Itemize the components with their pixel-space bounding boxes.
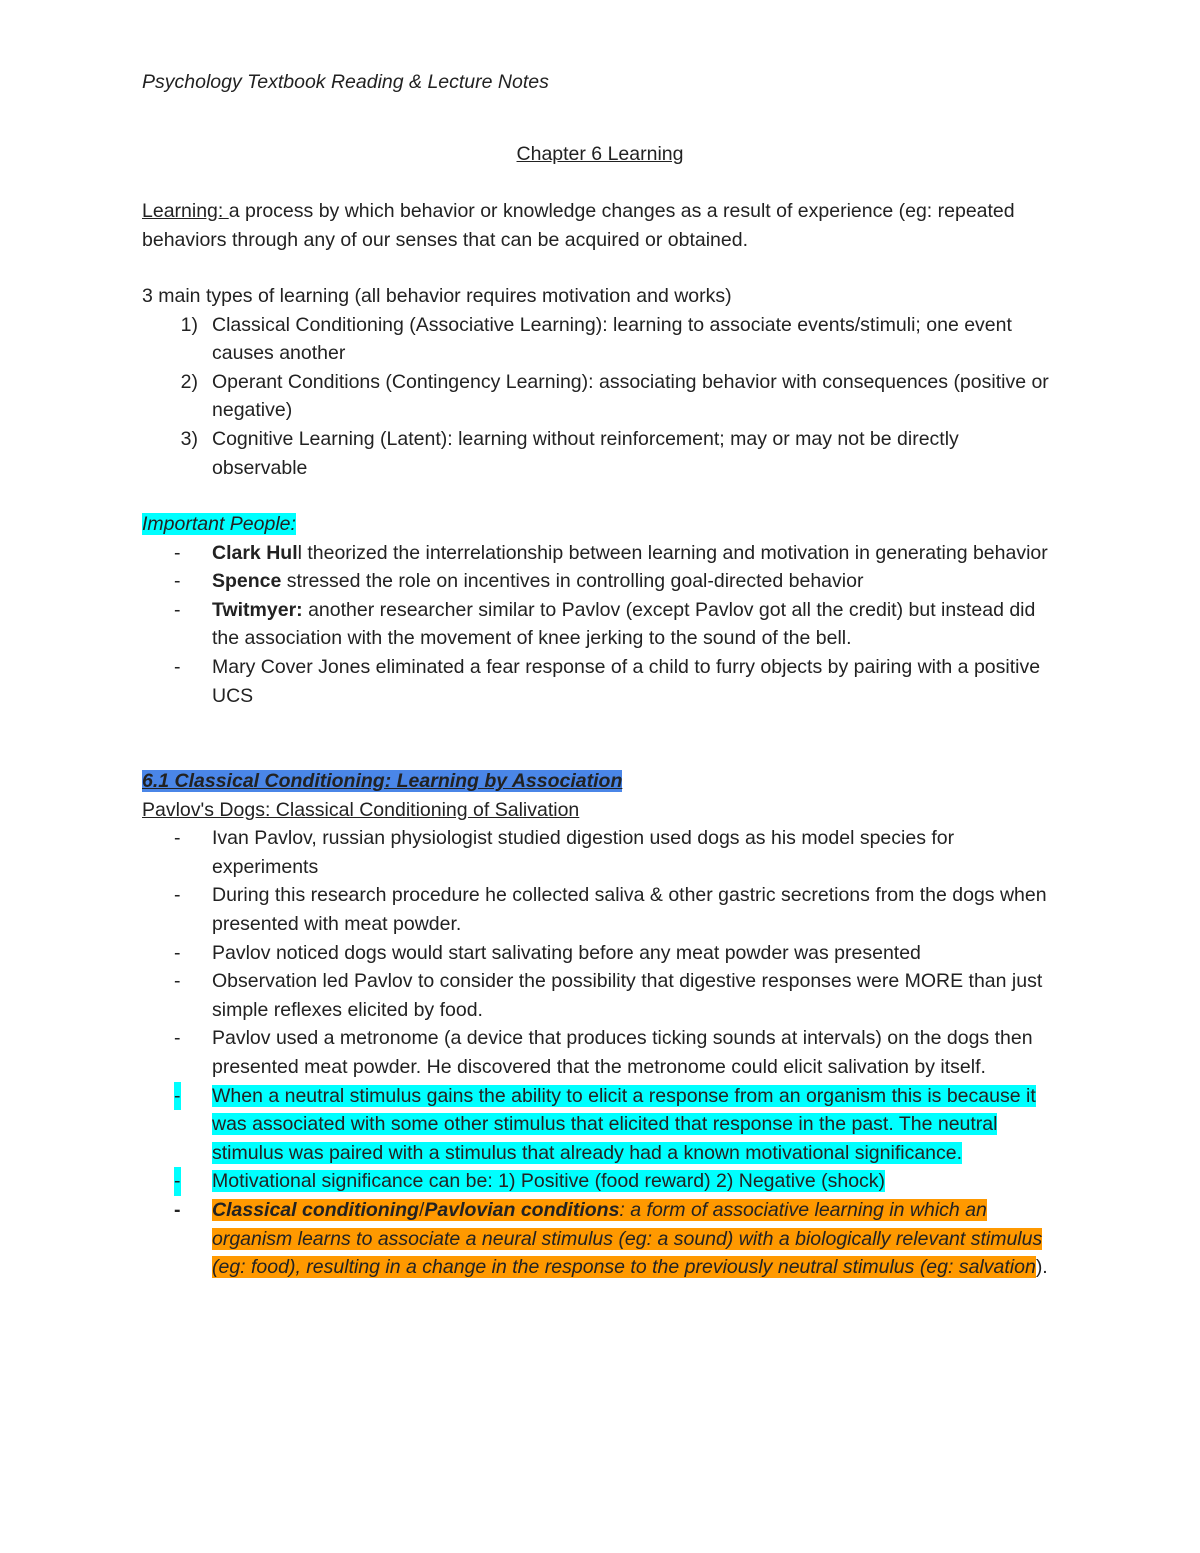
chapter-title: Chapter 6 Learning [516,143,684,165]
list-item-text: Observation led Pavlov to consider the possibility that digestive responses were MORE than just simple reflexes elicited by food. [212,970,1043,1021]
definition-end: ). [1035,1256,1048,1279]
dash-marker: - [174,827,181,850]
section-subheading: Pavlov's Dogs: Classical Conditioning of Salivation [142,798,580,821]
list-item [142,824,1058,881]
dash-marker: - [174,884,181,907]
highlighted-text: Motivational significance can be: 1) Positive (food reward) 2) Negative (shock) [212,1170,886,1193]
list-item [142,1196,1058,1282]
list-item-text: During this research procedure he collected saliva & other gastric secretions from the dogs when presented with meat powder. [212,884,1047,935]
section-heading: 6.1 Classical Conditioning: Learning by Association [142,770,623,792]
people-list [142,539,1058,711]
person-text: l theorized the interrelationship between learning and motivation in generating behavior [297,541,1048,564]
dash-marker: - [174,655,181,678]
page-header: Psychology Textbook Reading & Lecture Notes [142,71,549,93]
list-number: 2) [180,370,198,393]
types-list [142,311,1058,483]
dash-marker: - [174,598,181,621]
person-name: Twitmyer: [212,598,303,621]
list-item [142,596,1058,653]
list-item [142,368,1058,425]
list-item-text: Operant Conditions (Contingency Learning): associating behavior with consequences (positive or negative) [212,370,1049,422]
list-item-text: Ivan Pavlov, russian physiologist studied digestion used dogs as his model species for experiments [212,827,955,878]
definition-term: Learning: [142,200,229,222]
list-number: 3) [180,427,198,450]
definition-slash: / [418,1198,425,1221]
list-item [142,939,1058,968]
list-item [142,425,1058,482]
definition-text: a process by which behavior or knowledge changes as a result of experience (eg: repeated behaviors through any of our senses that can be acquired or obtained. [142,200,1015,251]
types-intro: 3 main types of learning (all behavior requires motivation and works) [142,285,732,307]
list-item [142,311,1058,368]
list-item [142,1024,1058,1081]
list-item-text: Cognitive Learning (Latent): learning without reinforcement; may or may not be directly observable [212,427,959,479]
person-name: Spence [212,570,282,593]
learning-types [142,282,1058,482]
important-people [142,510,1058,710]
list-number: 1) [180,313,198,336]
person-text: Mary Cover Jones eliminated a fear response of a child to furry objects by pairing with a positive UCS [212,655,1041,707]
list-item-text: Pavlov noticed dogs would start salivating before any meat powder was presented [212,941,921,964]
dash-marker: - [174,1082,181,1111]
dash-marker: - [174,541,181,564]
list-item [142,1082,1058,1168]
list-item-text: Classical Conditioning (Associative Learning): learning to associate events/stimuli; one event causes another [212,313,1012,365]
list-item-text: Pavlov used a metronome (a device that produces ticking sounds at intervals) on the dogs then presented meat powder. He discovered that the metronome could elicit salivation by itself. [212,1027,1033,1078]
list-item [142,967,1058,1024]
definition-term: Classical conditioning [212,1198,419,1221]
highlighted-text: When a neutral stimulus gains the ability to elicit a response from an organism this is because it was associated with some other stimulus that elicited that response in the past. The neutral stimulus was paired with a stimulus that already had a known motivational significance. [212,1084,1036,1164]
person-text: stressed the role on incentives in controlling goal-directed behavior [281,570,864,593]
section-6-1 [142,767,1058,1282]
list-item [142,539,1058,568]
dash-marker: - [174,570,181,593]
definition-term: Pavlovian conditions [424,1198,620,1221]
dash-marker: - [174,1167,181,1196]
definition-text: : a form of associative learning in which an organism learns to associate a neural stimulus (eg: a sound) with a biologically relevant stimulus (eg: food), resulting in a change in the response to the previously neutral stimulus (eg: salvation [212,1198,1043,1279]
list-item [142,1167,1058,1196]
list-item [142,653,1058,710]
learning-definition [142,197,1058,254]
dash-marker: - [174,941,181,964]
dash-marker: - [174,970,181,993]
person-text: another researcher similar to Pavlov (except Pavlov got all the credit) but instead did the association with the movement of knee jerking to the sound of the bell. [212,598,1036,650]
dash-marker: - [174,1198,181,1221]
list-item [142,881,1058,938]
pavlov-list [142,824,1058,1282]
dash-marker: - [174,1027,181,1050]
list-item [142,567,1058,596]
person-name: Clark Hul [212,541,298,564]
people-heading: Important People: [142,513,296,535]
